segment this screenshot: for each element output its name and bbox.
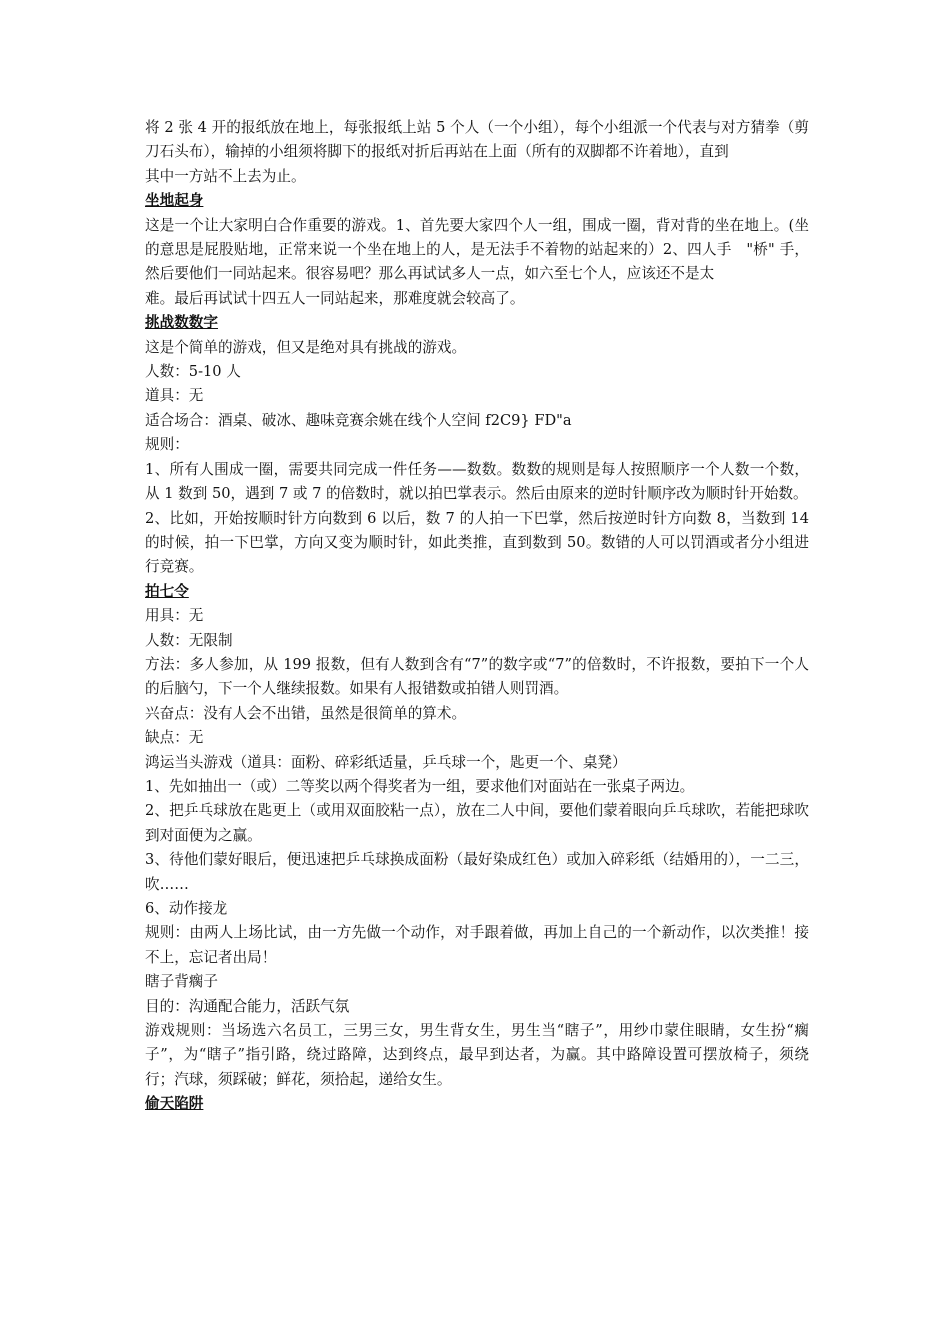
- document-body: [145, 116, 809, 1117]
- paragraph: 人数：5-10 人: [145, 363, 241, 381]
- paragraph: 1、所有人围成一圈，需要共同完成一件任务——数数。数数的规则是每人按照顺序一个人数一个数，从 1 数到 50，遇到 7 或 7 的倍数时，就以拍巴掌表示。然后由原来的逆时针顺序改为顺时针开始数。: [145, 460, 809, 503]
- paragraph: 用具：无: [145, 607, 204, 625]
- paragraph: 人数：无限制: [145, 631, 233, 649]
- paragraph: 游戏规则：当场选六名员工，三男三女，男生背女生，男生当“瞎子”，用纱巾蒙住眼睛，女生扮“瘸子”，为“瞎子”指引路，绕过路障，达到终点，最早到达者，为赢。其中路障设置可摆放椅子，须绕行；汽球，须踩破；鲜花，须拾起，递给女生。: [145, 1022, 809, 1088]
- paragraph: 规则：: [145, 436, 189, 454]
- paragraph: 6、动作接龙: [145, 900, 228, 917]
- paragraph: 其中一方站不上去为止。: [145, 167, 306, 185]
- paragraph: 2、比如，开始按顺时针方向数到 6 以后，数 7 的人拍一下巴掌，然后按逆时针方向数 8，当数到 14 的时候，拍一下巴掌，方向又变为顺时针，如此类推，直到数到 50。数错的人可以罚酒或者分小组进行竞赛。: [145, 509, 809, 576]
- paragraph: 1、先如抽出一（或）二等奖以两个得奖者为一组，要求他们对面站在一张桌子两边。: [145, 777, 695, 795]
- paragraph: 方法：多人参加，从 199 报数，但有人数到含有“7”的数字或“7”的倍数时，不许报数，要拍下一个人的后脑勺，下一个人继续报数。如果有人报错数或拍错人则罚酒。: [145, 655, 809, 698]
- paragraph: 3、待他们蒙好眼后，便迅速把乒乓球换成面粉（最好染成红色）或加入碎彩纸（结婚用的），一二三，吹……: [145, 851, 809, 893]
- paragraph: 缺点：无: [145, 729, 204, 747]
- paragraph: 将 2 张 4 开的报纸放在地上，每张报纸上站 5 个人（一个小组），每个小组派一个代表与对方猜拳（剪刀石头布），输掉的小组须将脚下的报纸对折后再站在上面（所有的双脚都不许着地），直到: [145, 119, 809, 161]
- paragraph: 规则：由两人上场比试，由一方先做一个动作，对手跟着做，再加上自己的一个新动作，以次类推！接不上，忘记者出局！: [145, 924, 809, 966]
- section-heading: 偷天陷阱: [145, 1095, 204, 1113]
- paragraph: 道具：无: [145, 387, 204, 405]
- paragraph: 兴奋点：没有人会不出错，虽然是很简单的算术。: [145, 704, 467, 722]
- paragraph: 难。最后再试试十四五人一同站起来，那难度就会较高了。: [145, 289, 525, 307]
- paragraph: 2、把乒乓球放在匙更上（或用双面胶粘一点），放在二人中间，要他们蒙着眼向乒乓球吹，若能把球吹到对面便为之赢。: [145, 802, 809, 844]
- paragraph: 这是一个让大家明白合作重要的游戏。1、首先要大家四个人一组，围成一圈，背对背的坐在地上。(坐的意思是屁股贴地，正常来说一个坐在地上的人，是无法手不着物的站起来的）2、四人手 "桥" 手，然后要他们一同站起来。很容易吧？那么再试试多人一点，如六至七个人，应该还不是太: [145, 216, 809, 283]
- paragraph: 目的：沟通配合能力，活跃气氛: [145, 997, 350, 1015]
- section-heading: 拍七令: [145, 582, 189, 600]
- paragraph: 瞎子背瘸子: [145, 973, 218, 991]
- section-heading: 坐地起身: [145, 192, 204, 210]
- paragraph: 这是个简单的游戏，但又是绝对具有挑战的游戏。: [145, 338, 467, 356]
- section-heading: 挑战数数字: [145, 314, 218, 332]
- paragraph: 鸿运当头游戏（道具：面粉、碎彩纸适量，乒乓球一个，匙更一个、桌凳）: [145, 753, 627, 771]
- paragraph: 适合场合：酒桌、破冰、趣味竞赛余姚在线个人空间 f2C9} FD"a: [145, 411, 572, 429]
